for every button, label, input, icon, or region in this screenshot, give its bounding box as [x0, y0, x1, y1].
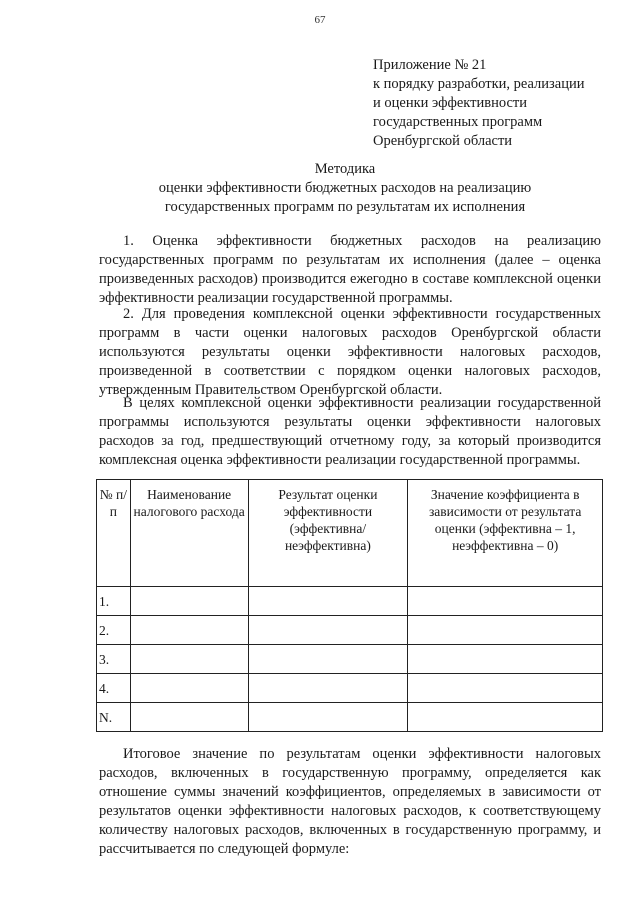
- title-line: оценки эффективности бюджетных расходов на реализацию: [158, 180, 532, 196]
- row-number: N.: [97, 703, 131, 732]
- row-cell: [130, 674, 248, 703]
- row-cell: [130, 703, 248, 732]
- row-cell: [248, 587, 408, 616]
- row-cell: [408, 703, 603, 732]
- header-number: № п/п: [97, 480, 131, 587]
- row-cell: [408, 645, 603, 674]
- row-cell: [248, 703, 408, 732]
- row-cell: [248, 674, 408, 703]
- paragraph-3: В целях комплексной оценки эффективности реализации государственной программы используются результаты оценки эффективности налоговых расходов за год, предшествующий отчетному году, за который производится комплексная оценка эффективности реализации государственной программы.: [99, 395, 601, 468]
- document-title: [60, 160, 630, 217]
- row-cell: [408, 674, 603, 703]
- appendix-line: Оренбургской области: [373, 133, 513, 149]
- appendix-line: к порядку разработки, реализации: [373, 76, 585, 92]
- row-cell: [130, 616, 248, 645]
- table-row: [97, 674, 603, 703]
- row-cell: [130, 645, 248, 674]
- tax-expense-table: [96, 479, 603, 732]
- table-row: [97, 587, 603, 616]
- row-number: 1.: [97, 587, 131, 616]
- appendix-line: Приложение № 21: [373, 57, 487, 73]
- row-number: 2.: [97, 616, 131, 645]
- row-cell: [248, 616, 408, 645]
- row-number: 4.: [97, 674, 131, 703]
- table-header-row: [97, 480, 603, 587]
- paragraph-2: 2. Для проведения комплексной оценки эффективности государственных программ в части оценки налоговых расходов Оренбургской области используются результаты оценки эффективности налоговых расходов, произведенной в соответствии с порядком оценки налоговых расходов, утвержденным Правительством Оренбургской области.: [99, 306, 601, 398]
- appendix-heading: [373, 56, 623, 151]
- title-line: государственных программ по результатам их исполнения: [164, 199, 526, 215]
- page-number: 67: [314, 14, 326, 26]
- paragraph-1: 1. Оценка эффективности бюджетных расходов на реализацию государственных программ по результатам их исполнения (далее – оценка произведенных расходов) производится ежегодно в составе комплексной оценки эффективности реализации государственной программы.: [99, 233, 601, 306]
- row-number: 3.: [97, 645, 131, 674]
- header-coefficient: Значение коэффициента в зависимости от результата оценки (эффективна – 1, неэффективна – 0): [408, 480, 603, 587]
- table-row: [97, 645, 603, 674]
- header-name: Наименование налогового расхода: [130, 480, 248, 587]
- table-row: [97, 616, 603, 645]
- row-cell: [130, 587, 248, 616]
- row-cell: [408, 616, 603, 645]
- appendix-line: и оценки эффективности: [373, 95, 527, 111]
- table-row: [97, 703, 603, 732]
- row-cell: [248, 645, 408, 674]
- header-result: Результат оценки эффективности (эффективна/ неэффективна): [248, 480, 408, 587]
- paragraph-4: Итоговое значение по результатам оценки эффективности налоговых расходов, включенных в государственную программу, определяется как отношение суммы значений коэффициентов, определяемых в зависимости от результатов оценки эффективности налоговых расходов, к соответствующему количеству налоговых расходов, включенных в государственную программу, и рассчитывается по следующей формуле:: [99, 746, 601, 857]
- row-cell: [408, 587, 603, 616]
- title-line: Методика: [314, 161, 376, 177]
- appendix-line: государственных программ: [373, 114, 543, 130]
